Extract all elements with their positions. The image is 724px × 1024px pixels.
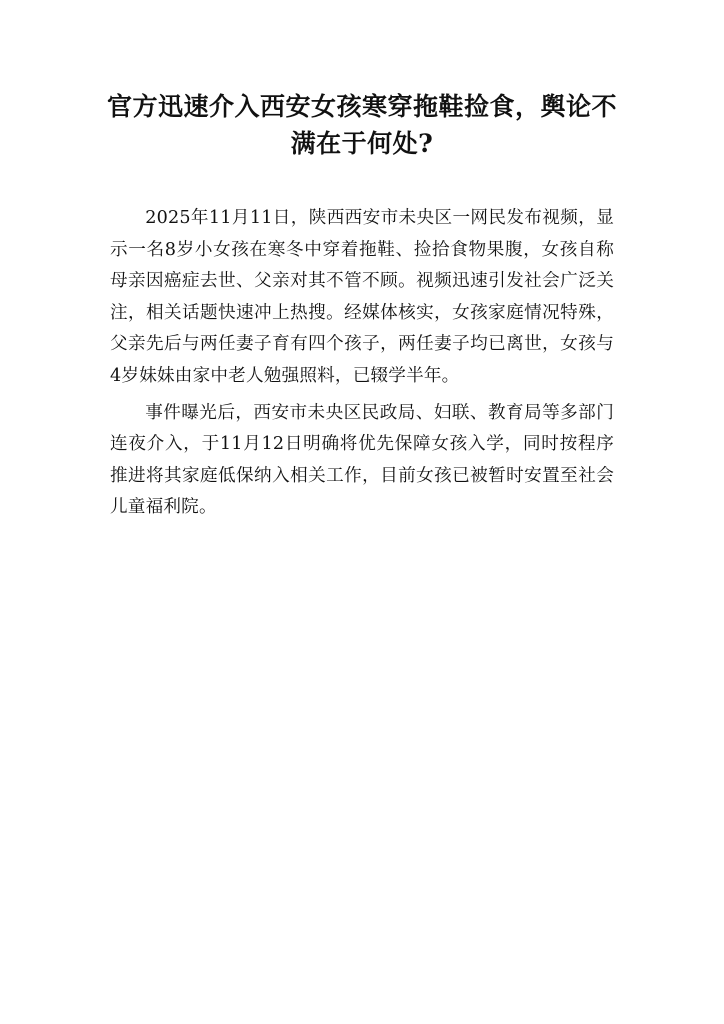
paragraph-2: 事件曝光后，西安市未央区民政局、妇联、教育局等多部门连夜介入，于11月12日明确将优先保障女孩入学，同时按程序推进将其家庭低保纳入相关工作，目前女孩已被暂时安置至社会儿童福利院。 [110, 402, 614, 518]
paragraph-1: 2025年11月11日，陕西西安市未央区一网民发布视频，显示一名8岁小女孩在寒冬中穿着拖鞋、捡拾食物果腹，女孩自称母亲因癌症去世、父亲对其不管不顾。视频迅速引发社会广泛关注，相关话题快速冲上热搜。经媒体核实，女孩家庭情况特殊，父亲先后与两任妻子育有四个孩子，两任妻子均已离世，女孩与4岁妹妹由家中老人勉强照料，已辍学半年。 [110, 208, 614, 386]
document-title: 官方迅速介入西安女孩寒穿拖鞋捡食，舆论不满在于何处? [106, 92, 617, 158]
document-body [110, 203, 614, 529]
